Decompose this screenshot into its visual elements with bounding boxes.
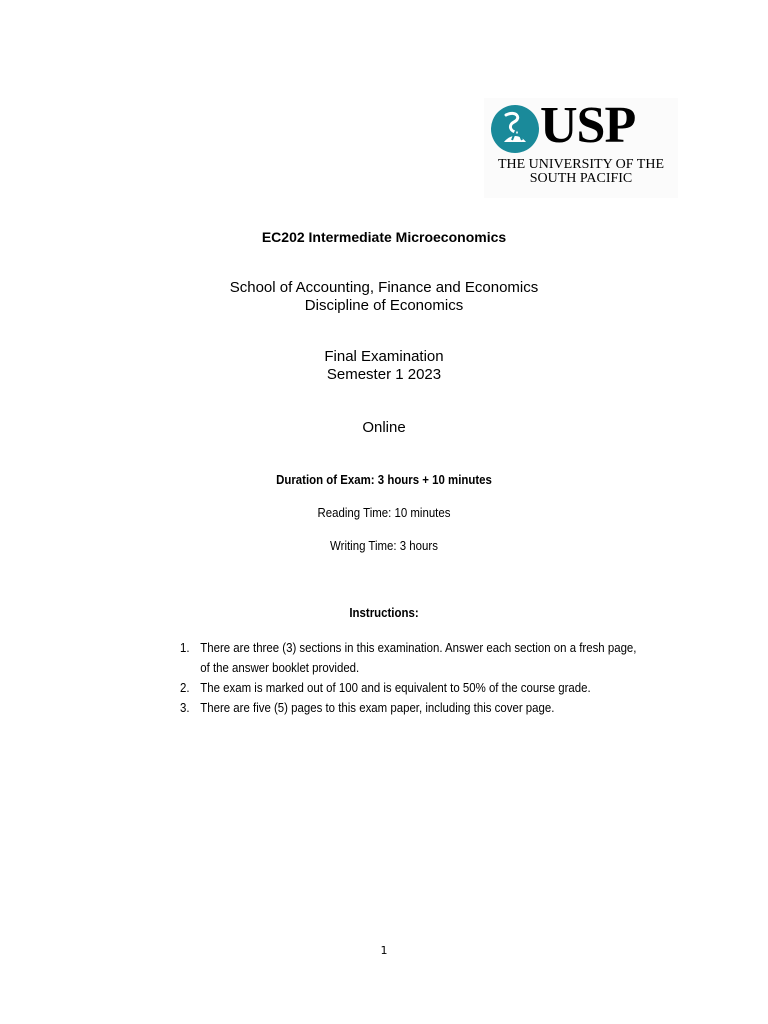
instruction-item (180, 638, 702, 678)
instruction-number: 1. (180, 640, 190, 655)
exam-duration: Duration of Exam: 3 hours + 10 minutes (276, 472, 492, 487)
course-title: EC202 Intermediate Microeconomics (261, 229, 507, 245)
school-name: School of Accounting, Finance and Economics (229, 279, 539, 296)
instruction-item (180, 678, 702, 698)
instruction-text: There are three (3) sections in this examination. Answer each section on a fresh page, (200, 640, 637, 655)
discipline-name: Discipline of Economics (304, 297, 464, 314)
instruction-text-continued: of the answer booklet provided. (200, 660, 360, 675)
usp-logo (484, 98, 678, 198)
exam-mode: Online (362, 419, 406, 436)
reading-time: Reading Time: 10 minutes (317, 505, 451, 520)
instructions-heading: Instructions: (349, 605, 419, 620)
instruction-text: The exam is marked out of 100 and is equivalent to 50% of the course grade. (200, 680, 591, 695)
instructions-list (180, 638, 720, 718)
instruction-number: 3. (180, 700, 190, 715)
logo-tagline (484, 158, 678, 186)
logo-tagline-line1: THE UNIVERSITY OF THE (497, 157, 665, 172)
usp-emblem-icon (490, 104, 540, 154)
exam-block (0, 348, 768, 384)
logo-tagline-line2: SOUTH PACIFIC (529, 171, 633, 186)
instruction-number: 2. (180, 680, 190, 695)
writing-time: Writing Time: 3 hours (330, 538, 438, 553)
exam-semester: Semester 1 2023 (326, 366, 442, 383)
logo-wordmark: USP (540, 97, 636, 154)
instruction-item (180, 698, 702, 718)
page-number: 1 (380, 944, 388, 957)
school-block (0, 279, 768, 315)
instruction-text: There are five (5) pages to this exam paper, including this cover page. (200, 700, 555, 715)
exam-type: Final Examination (324, 348, 444, 365)
